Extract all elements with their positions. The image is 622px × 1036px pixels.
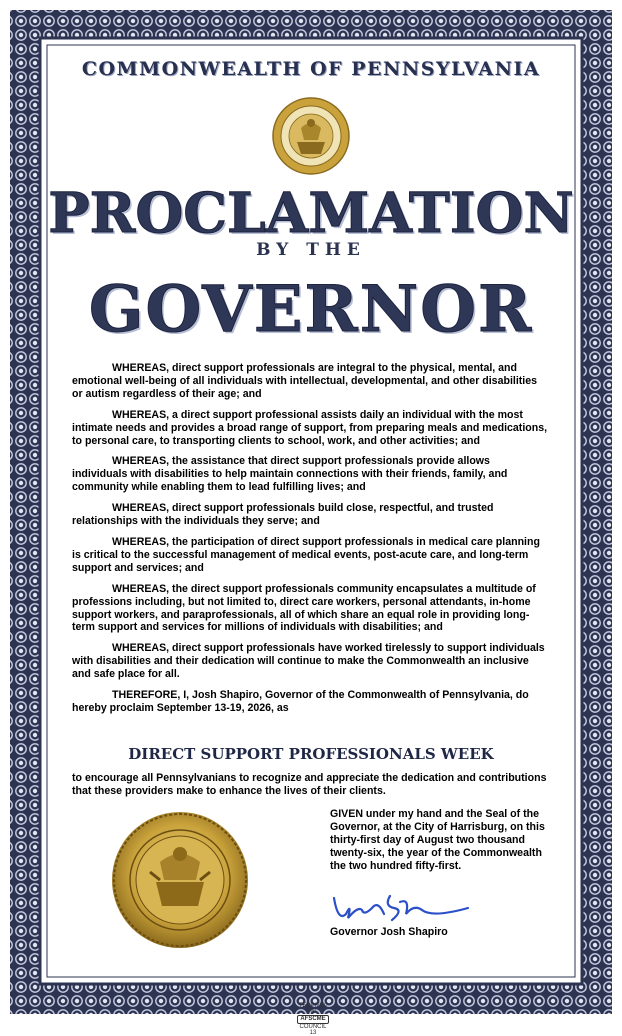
therefore-paragraph: THEREFORE, I, Josh Shapiro, Governor of the Commonwealth of Pennsylvania, do hereby proclaim September 13-19, 2026, as — [72, 689, 529, 714]
governor-signature — [328, 888, 478, 928]
union-bug-top: TFOPIND-W — [298, 1003, 328, 1015]
whereas-3: WHEREAS, the assistance that direct support professionals provide allows individuals with disabilities to help maintain connections with their friends, family, and community while enabling them to lead fulfilling lives; and — [72, 455, 508, 494]
closing-statement — [72, 772, 548, 806]
union-bug-bottom: COUNCIL 13 — [299, 1024, 327, 1036]
great-seal-gold — [110, 810, 250, 950]
header-proclamation: PROCLAMATION — [48, 180, 574, 245]
whereas-6: WHEREAS, the direct support professionals community encapsulates a multitude of professions including, but not limited to, direct care workers, personal attendants, in-home support workers, and paraprofessionals, all of which share an equal role in providing long-term support and services for millions of individuals with disabilities; and — [72, 582, 536, 634]
signature-name: Governor Josh Shapiro — [330, 926, 448, 938]
union-bug-label: AFSCME — [297, 1015, 329, 1024]
header-commonwealth: COMMONWEALTH OF PENNSYLVANIA — [81, 58, 541, 80]
whereas-2: WHEREAS, a direct support professional assists daily an individual with the most intimate needs and provides a broad range of support, from preparing meals and medications, to personal care, to transporting clients to school, work, and other activities; and — [72, 408, 548, 447]
whereas-4: WHEREAS, direct support professionals build close, respectful, and trusted relationships with the individuals they serve; and — [72, 502, 494, 528]
proclamation-body — [72, 362, 548, 723]
whereas-5: WHEREAS, the participation of direct support professionals in medical care planning is critical to the successful management of medical events, post-acute care, and long-term support and services; and — [72, 535, 540, 574]
union-bug — [297, 1003, 329, 1036]
declaration-title: DIRECT SUPPORT PROFESSIONALS WEEK — [128, 745, 494, 763]
whereas-1: WHEREAS, direct support professionals are integral to the physical, mental, and emotional well-being of all individuals with intellectual, developmental, and other disabilities or autism regardless of their age; and — [72, 362, 538, 400]
given-statement: GIVEN under my hand and the Seal of the Governor, at the City of Harrisburg, on this thirty-first day of August two thousand twenty-six, the year of the Commonwealth the two hundred fifty-first. — [330, 808, 545, 872]
whereas-7: WHEREAS, direct support professionals have worked tirelessly to support individuals with disabilities and their dedication will continue to make the Commonwealth an inclusive and safe place for all. — [72, 642, 545, 681]
header-governor: GOVERNOR — [88, 272, 534, 347]
header-by-the: BY THE — [256, 240, 366, 260]
governor-seal-small — [271, 96, 351, 176]
closing-text: to encourage all Pennsylvanians to recognize and appreciate the dedication and contributions that these providers make to enhance the lives of their clients. — [72, 772, 547, 797]
